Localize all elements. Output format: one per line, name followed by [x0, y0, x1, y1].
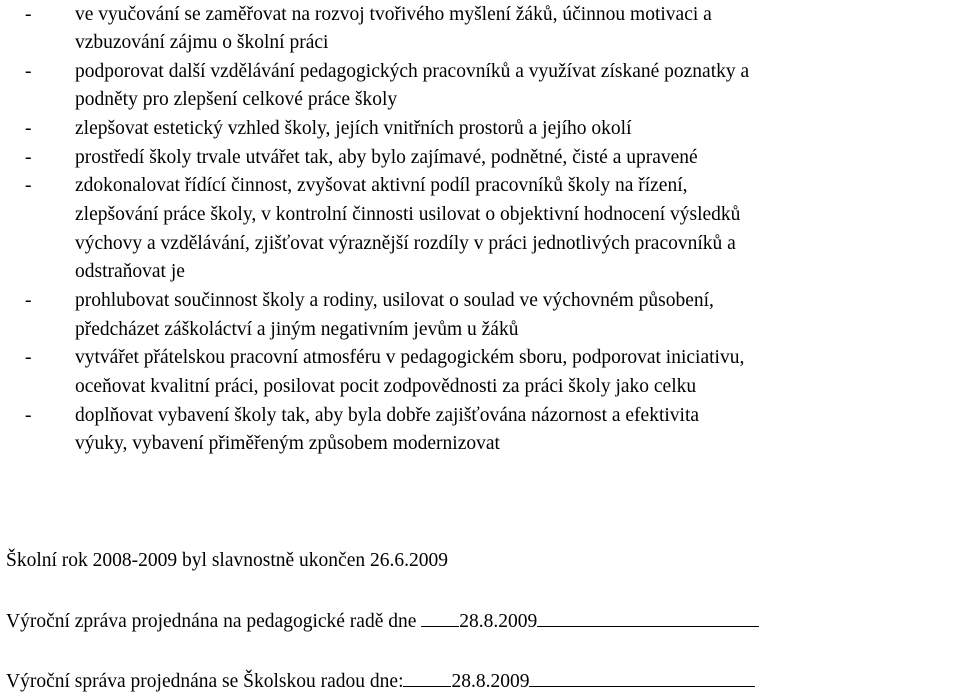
signature-blank	[421, 606, 459, 627]
pedagogic-approval-date: 28.8.2009	[459, 611, 538, 632]
school-council-approval	[6, 666, 755, 695]
school-year-closing	[6, 546, 448, 575]
school-year-text: Školní rok 2008-2009 byl slavnostně ukončen 26.6.2009	[6, 550, 448, 571]
signature-blank	[529, 666, 755, 687]
bullet-dash: -	[25, 61, 32, 82]
list-item-text: vzbuzování zájmu o školní práci	[75, 32, 329, 53]
pedagogic-council-approval	[6, 606, 759, 635]
list-item-text: doplňovat vybavení školy tak, aby byla dobře zajišťována názornost a efektivita	[75, 405, 700, 426]
list-item-text: prostředí školy trvale utvářet tak, aby bylo zajímavé, podnětné, čisté a upravené	[75, 147, 698, 168]
bullet-dash: -	[25, 290, 32, 311]
list-item-text: předcházet záškoláctví a jiným negativním jevům u žáků	[75, 319, 519, 340]
bullet-dash: -	[25, 118, 32, 139]
list-item-text: vytvářet přátelskou pracovní atmosféru v pedagogickém sboru, podporovat iniciativu,	[75, 347, 745, 368]
council-approval-prefix: Výroční správa projednána se Školskou radou dne:	[6, 671, 404, 692]
list-item-text: podněty pro zlepšení celkové práce školy	[75, 89, 398, 110]
list-item-text: výchovy a vzdělávání, zjišťovat výraznější rozdíly v práci jednotlivých pracovníků a	[75, 233, 736, 254]
pedagogic-approval-prefix: Výroční zpráva projednána na pedagogické radě dne	[6, 611, 422, 632]
bullet-dash: -	[25, 405, 32, 426]
bullet-dash: -	[25, 147, 32, 168]
list-item-text: zlepšování práce školy, v kontrolní činnosti usilovat o objektivní hodnocení výsledků	[75, 204, 741, 225]
list-item-text: zdokonalovat řídící činnost, zvyšovat aktivní podíl pracovníků školy na řízení,	[75, 175, 688, 196]
list-item-text: zlepšovat estetický vzhled školy, jejích vnitřních prostorů a jejího okolí	[75, 118, 632, 139]
bullet-dash: -	[25, 347, 32, 368]
list-item-text: ve vyučování se zaměřovat na rozvoj tvořivého myšlení žáků, účinnou motivaci a	[75, 4, 712, 25]
bullet-dash: -	[25, 175, 32, 196]
council-approval-date: 28.8.2009	[451, 671, 530, 692]
list-item-text: podporovat další vzdělávání pedagogických pracovníků a využívat získané poznatky a	[75, 61, 750, 82]
signature-blank	[537, 606, 759, 627]
list-item-text: prohlubovat součinnost školy a rodiny, usilovat o soulad ve výchovném působení,	[75, 290, 714, 311]
list-item-text: výuky, vybavení přiměřeným způsobem modernizovat	[75, 433, 500, 454]
list-item-text: oceňovat kvalitní práci, posilovat pocit zodpovědnosti za práci školy jako celku	[75, 376, 697, 397]
list-item-text: odstraňovat je	[75, 261, 185, 282]
signature-blank	[403, 666, 451, 687]
bullet-dash: -	[25, 4, 32, 25]
